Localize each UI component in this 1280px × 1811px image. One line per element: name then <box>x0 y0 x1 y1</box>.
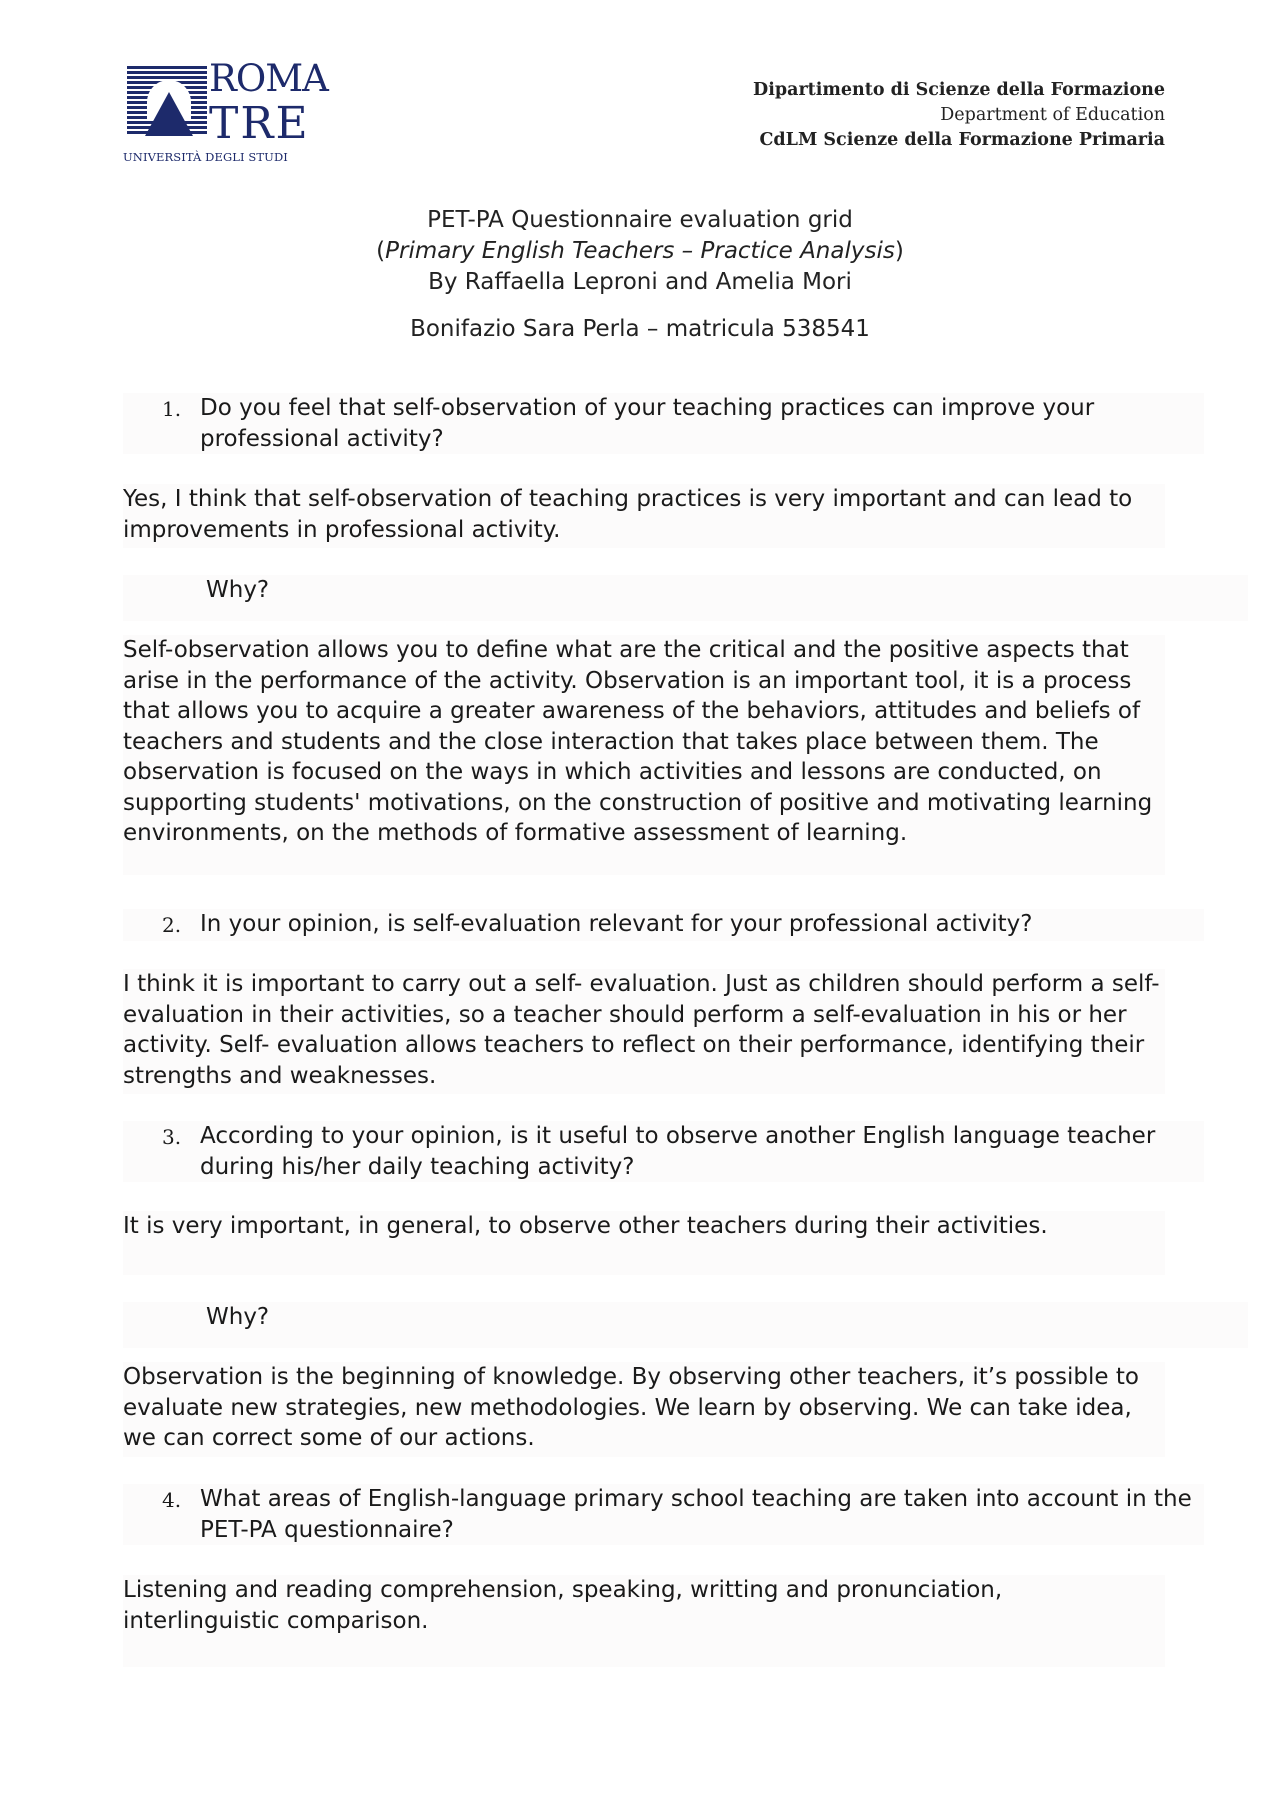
question-4 <box>123 1484 1204 1545</box>
department-english: Department of Education <box>940 105 1165 125</box>
question-3 <box>123 1121 1204 1182</box>
question-number: 3. <box>162 1125 182 1149</box>
roma-tre-logo <box>123 57 328 167</box>
logo-caption: UNIVERSITÀ DEGLI STUDI <box>123 150 288 164</box>
question-text: According to your opinion, is it useful to observe another English language teacher during his/her daily teaching activity? <box>200 1123 1156 1180</box>
answer-4: Listening and reading comprehension, speaking, writting and pronunciation, interlinguistic comparison. <box>123 1575 1165 1667</box>
title-authors: By Raffaella Leproni and Amelia Mori <box>428 269 852 295</box>
question-text: In your opinion, is self-evaluation relevant for your professional activity? <box>200 911 1033 937</box>
question-text: Do you feel that self-observation of your teaching practices can improve your professional activity? <box>200 395 1095 452</box>
department-italian: Dipartimento di Scienze della Formazione <box>753 80 1165 100</box>
answer-1: Yes, I think that self-observation of teaching practices is very important and can lead to improvements in professional activity. <box>123 484 1165 548</box>
why-label-1: Why? <box>123 575 1248 621</box>
question-1 <box>123 393 1204 454</box>
answer-2: I think it is important to carry out a self- evaluation. Just as children should perform a self- evaluation in their activities, so a teacher should perform a self-evaluation in his or her activity. Self- evaluation allows teachers to reflect on their performance, identifying their strengths and weaknesses. <box>123 969 1165 1094</box>
document-title <box>0 205 1280 298</box>
department-header <box>753 78 1165 153</box>
logo-word-roma: ROMA <box>209 57 328 100</box>
student-info: Bonifazio Sara Perla – matricula 538541 <box>410 316 870 342</box>
logo-word-tre: TRE <box>209 98 310 149</box>
why-answer-3: Observation is the beginning of knowledge. By observing other teachers, it’s possible to evaluate new strategies, new methodologies. We learn by observing. We can take idea, we can correct some of our actions. <box>123 1362 1165 1457</box>
why-label-3: Why? <box>123 1302 1248 1348</box>
question-2 <box>123 909 1204 941</box>
title-line-1: PET-PA Questionnaire evaluation grid <box>427 207 853 233</box>
why-answer-1: Self-observation allows you to define what are the critical and the positive aspects that arise in the performance of the activity. Observation is an important tool, it is a process that allows you to acquire a greater awareness of the behaviors, attitudes and beliefs of teachers and students and the close interaction that takes place between them. The observation is focused on the ways in which activities and lessons are conducted, on supporting students' motivations, on the construction of positive and motivating learning environments, on the methods of formative assessment of learning. <box>123 635 1165 875</box>
title-line-2: (Primary English Teachers – Practice Analysis) <box>376 238 904 264</box>
answer-3: It is very important, in general, to observe other teachers during their activities. <box>123 1211 1165 1275</box>
question-number: 1. <box>162 397 182 421</box>
course-name: CdLM Scienze della Formazione Primaria <box>759 130 1165 150</box>
logo-triangle-icon <box>145 92 193 136</box>
question-number: 2. <box>162 913 182 937</box>
question-text: What areas of English-language primary school teaching are taken into account in the PET-PA questionnaire? <box>200 1486 1192 1543</box>
question-number: 4. <box>162 1488 182 1512</box>
title-subtitle: Primary English Teachers – Practice Analysis <box>385 238 895 264</box>
